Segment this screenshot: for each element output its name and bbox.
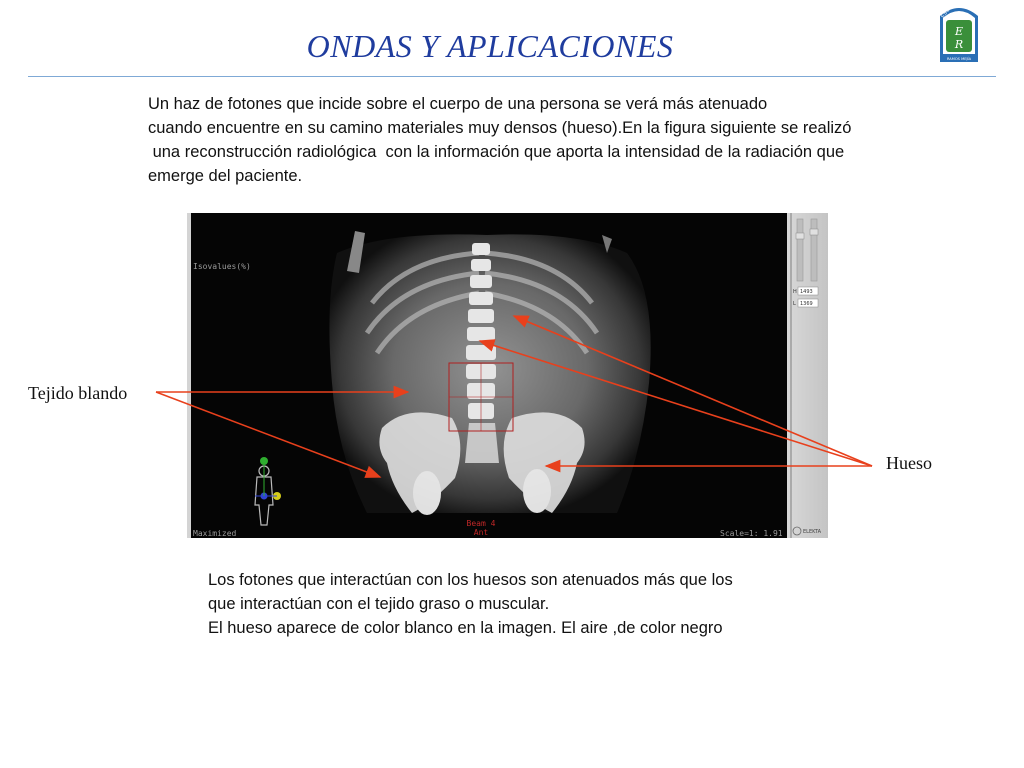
intro-line: Un haz de fotones que incide sobre el cuerpo de una persona se verá más atenuado xyxy=(148,95,768,113)
intro-paragraph xyxy=(148,92,948,188)
svg-text:Ant: Ant xyxy=(473,528,489,537)
school-logo xyxy=(936,2,982,66)
svg-text:Maximized: Maximized xyxy=(193,529,237,538)
svg-text:Beam 4: Beam 4 xyxy=(466,519,496,528)
svg-text:ESCUELA: ESCUELA xyxy=(940,2,963,19)
bone-label: Hueso xyxy=(886,453,932,473)
page-title: ONDAS Y APLICACIONES xyxy=(306,28,674,64)
svg-text:Isovalues(%): Isovalues(%) xyxy=(193,262,251,271)
svg-text:H: H xyxy=(793,289,797,295)
svg-text:1369: 1369 xyxy=(800,301,813,307)
svg-text:R: R xyxy=(954,38,964,51)
footer-line: El hueso aparece de color blanco en la imagen. El aire ,de color negro xyxy=(208,619,723,637)
radiograph-reconstruction-image xyxy=(187,213,828,538)
svg-text:ELEKTA: ELEKTA xyxy=(803,529,822,535)
svg-text:E: E xyxy=(954,25,964,38)
svg-text:Scale=1: 1.91: Scale=1: 1.91 xyxy=(720,529,783,538)
intro-line: emerge del paciente. xyxy=(148,167,303,185)
soft-tissue-label: Tejido blando xyxy=(28,383,128,403)
footer-line: Los fotones que interactúan con los huesos son atenuados más que los xyxy=(208,571,733,589)
footer-paragraph xyxy=(208,568,848,640)
intro-line: una reconstrucción radiológica con la información que aporta la intensidad de la radiación que xyxy=(148,143,845,161)
footer-line: que interactúan con el tejido graso o muscular. xyxy=(208,595,550,613)
svg-text:RAMOS MEJÍA: RAMOS MEJÍA xyxy=(946,57,972,61)
intro-line: cuando encuentre en su camino materiales muy densos (hueso).En la figura siguiente se realizó xyxy=(148,119,852,137)
svg-text:L: L xyxy=(793,301,796,307)
svg-text:1493: 1493 xyxy=(800,289,813,295)
title-divider xyxy=(28,76,996,77)
